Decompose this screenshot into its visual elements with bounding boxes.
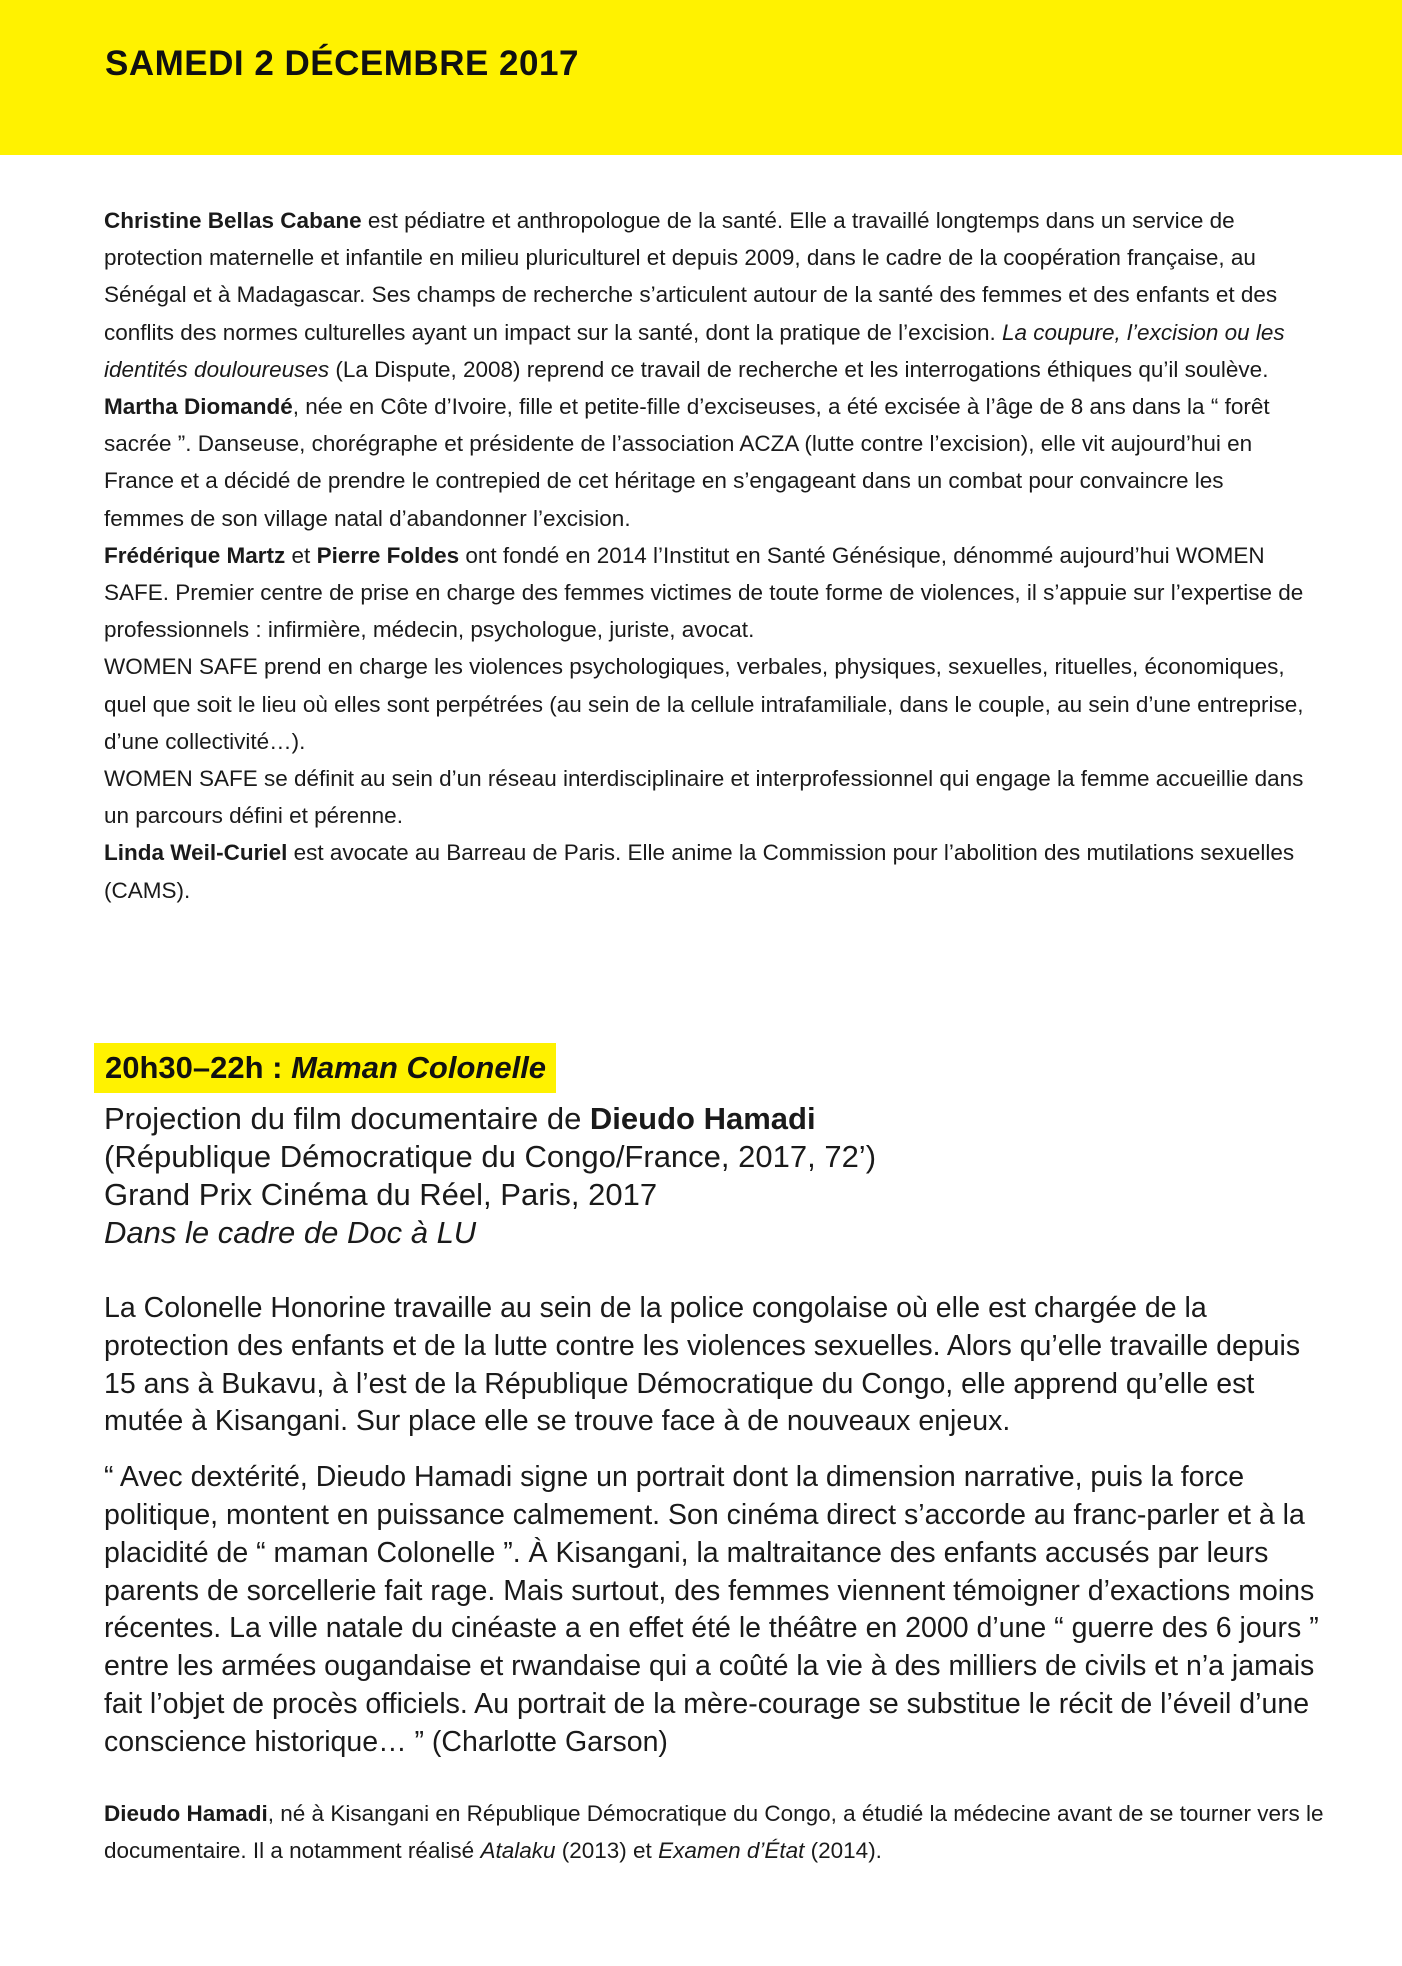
bio-name: Martha Diomandé <box>104 394 293 420</box>
bio-weil-curiel <box>104 834 1304 908</box>
film-title: Maman Colonelle <box>291 1050 547 1085</box>
film-title: Atalaku <box>480 1838 556 1864</box>
event-title-highlight <box>94 1043 556 1093</box>
page-title: SAMEDI 2 DÉCEMBRE 2017 <box>105 44 579 83</box>
bio-name: Frédérique Martz <box>104 542 286 568</box>
projection-prefix: Projection du film documentaire de <box>104 1101 590 1136</box>
speaker-bios <box>104 202 1304 909</box>
bio-text: est pédiatre et anthropologue de la santé. Elle a travaillé longtemps dans un service de protection maternelle et infantile en milieu pluriculturel et depuis 2009, dans le cadre de la coopération française, au Sénégal et à Madagascar. Ses champs de recherche s’articulent autour de la santé des femmes et des enfants et des conflits des normes culturelles ayant un impact sur la santé, dont la pratique de l’excision. <box>104 208 1278 345</box>
director-bio <box>104 1795 1324 1869</box>
book-title: La coupure, l’excision ou les identités douloureuses <box>104 319 1285 382</box>
film-context <box>104 1214 1304 1252</box>
bio-text: , née en Côte d’Ivoire, fille et petite-fille d’exciseuses, a été excisée à l’âge de 8 ans dans la “ forêt sacrée ”. Danseuse, chorégraphe et présidente de l’association ACZA (lutte contre l’excision), elle vit aujourd’hui en France et a décidé de prendre le contrepied de cet héritage en s’engageant dans un combat pour convaincre les femmes de son village natal d’abandonner l’excision. <box>104 394 1270 531</box>
bio-name: Pierre Foldes <box>316 542 460 568</box>
womensafe-paragraph-2: WOMEN SAFE se définit au sein d’un réseau interdisciplinaire et interprofessionnel qui engage la femme accueillie dans un parcours défini et pérenne. <box>104 766 1304 829</box>
bio-text: (2014). <box>804 1838 882 1864</box>
bio-name: Christine Bellas Cabane <box>104 208 362 233</box>
film-origin: (République Démocratique du Congo/France, 2017, 72’) <box>104 1139 877 1174</box>
director-bio-name: Dieudo Hamadi <box>104 1801 268 1826</box>
bio-bellas-cabane <box>104 202 1304 388</box>
bio-name: Linda Weil-Curiel <box>104 840 288 866</box>
womensafe-paragraph-1: WOMEN SAFE prend en charge les violences psychologiques, verbales, physiques, sexuelles, rituelles, économiques, quel que soit le lieu où elles sont perpétrées (au sein de la cellule intrafamiliale, dans le couple, au sein d’une entreprise, d’une collectivité…). <box>104 654 1304 754</box>
film-description <box>104 1290 1334 1780</box>
film-context-text: Dans le cadre de Doc à LU <box>104 1215 477 1250</box>
bio-diomande <box>104 388 1304 537</box>
event-time: 20h30–22h : <box>105 1050 292 1085</box>
synopsis-paragraph: La Colonelle Honorine travaille au sein de la police congolaise où elle est chargée de la protection des enfants et de la lutte contre les violences sexuelles. Alors qu’elle travaille depuis 15 ans à Bukavu, à l’est de la République Démocratique du Congo, elle apprend qu’elle est mutée à Kisangani. Sur place elle se trouve face à de nouveaux enjeux. <box>104 1292 1301 1438</box>
film-title: Examen d’État <box>658 1838 805 1864</box>
bio-text: (2013) et <box>555 1838 659 1864</box>
projection-line <box>104 1100 1304 1138</box>
bio-text: et <box>285 542 317 568</box>
film-award: Grand Prix Cinéma du Réel, Paris, 2017 <box>104 1177 658 1212</box>
bio-martz-foldes <box>104 537 1304 649</box>
bio-text: ont fondé en 2014 l’Institut en Santé Génésique, dénommé aujourd’hui WOMEN SAFE. Premier centre de prise en charge des femmes victimes de toute forme de violences, il s’appuie sur l’expertise de professionnels : infirmière, médecin, psychologue, juriste, avocat. <box>104 542 1304 643</box>
director-name: Dieudo Hamadi <box>589 1101 816 1136</box>
bio-text: (La Dispute, 2008) reprend ce travail de recherche et les interrogations éthiques qu’il soulève. <box>329 356 1269 382</box>
bio-text: , né à Kisangani en République Démocratique du Congo, a étudié la médecine avant de se tourner vers le documentaire. Il a notamment réalisé <box>104 1801 1324 1864</box>
critic-quote: “ Avec dextérité, Dieudo Hamadi signe un portrait dont la dimension narrative, puis la force politique, montent en puissance calmement. Son cinéma direct s’accorde au franc-parler et à la placidité de “ maman Colonelle ”. À Kisangani, la maltraitance des enfants accusés par leurs parents de sorcellerie fait rage. Mais surtout, des femmes viennent témoigner d’exactions moins récentes. La ville natale du cinéaste a en effet été le théâtre en 2000 d’une “ guerre des 6 jours ” entre les armées ougandaise et rwandaise qui a coûté la vie à des milliers de civils et n’a jamais fait l’objet de procès officiels. Au portrait de la mère-courage se substitue le récit de l’éveil d’une conscience historique… ” (Charlotte Garson) <box>104 1461 1319 1758</box>
bio-text: est avocate au Barreau de Paris. Elle anime la Commission pour l’abolition des mutilations sexuelles (CAMS). <box>104 840 1295 903</box>
film-info <box>104 1100 1304 1252</box>
header-band <box>0 0 1402 155</box>
